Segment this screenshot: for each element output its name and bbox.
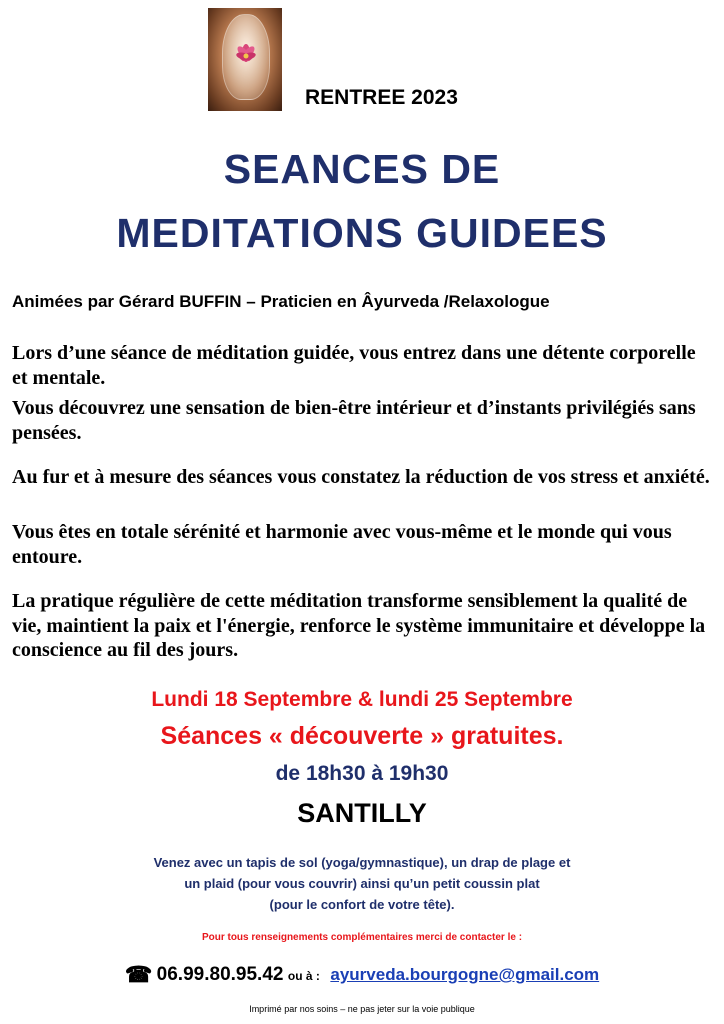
- bring-line-2: un plaid (pour vous couvrir) ainsi qu’un petit coussin plat: [184, 876, 540, 891]
- telephone-icon: ☎: [124, 962, 153, 987]
- subtitle-animateur: Animées par Gérard BUFFIN – Praticien en Âyurveda /Relaxologue: [12, 292, 550, 311]
- paragraph-2-line-2: Vous êtes en totale sérénité et harmonie avec vous-même et le monde qui vous entoure.: [12, 521, 672, 568]
- paragraph-2-line-1: Au fur et à mesure des séances vous constatez la réduction de vos stress et anxiété.: [12, 466, 710, 488]
- bring-line-1: Venez avec un tapis de sol (yoga/gymnastique), un drap de plage et: [153, 855, 571, 870]
- paragraph-1-line-1: Lors d’une séance de méditation guidée, vous entrez dans une détente corporelle et mentale.: [12, 342, 696, 389]
- bring-instructions: [0, 852, 724, 915]
- or-label: ou à :: [287, 969, 320, 983]
- contact-line: [0, 962, 724, 988]
- paragraph-3: La pratique régulière de cette méditation transforme sensiblement la qualité de vie, maintient la paix et l'énergie, renforce le système immunitaire et développe la conscience au fil des jours.: [12, 590, 706, 661]
- email-link[interactable]: ayurveda.bourgogne@gmail.com: [330, 965, 600, 984]
- event-place: SANTILLY: [297, 798, 427, 828]
- lotus-flower-icon: [232, 42, 260, 64]
- title-line-1: SEANCES DE: [223, 146, 501, 192]
- contact-info-text: Pour tous renseignements complémentaires merci de contacter le :: [201, 932, 523, 943]
- phone-number[interactable]: 06.99.80.95.42: [156, 964, 284, 985]
- event-dates: Lundi 18 Septembre & lundi 25 Septembre: [151, 688, 573, 711]
- rentree-heading: RENTREE 2023: [305, 86, 458, 109]
- event-hours: de 18h30 à 19h30: [275, 762, 449, 785]
- footer-note: Imprimé par nos soins – ne pas jeter sur la voie publique: [249, 1004, 475, 1014]
- paragraph-1-line-2: Vous découvrez une sensation de bien-être intérieur et d’instants privilégiés sans pensées.: [12, 397, 696, 444]
- bring-line-3: (pour le confort de votre tête).: [269, 897, 455, 912]
- title-line-2: MEDITATIONS GUIDEES: [116, 210, 608, 256]
- event-seances: Séances « découverte » gratuites.: [160, 722, 564, 750]
